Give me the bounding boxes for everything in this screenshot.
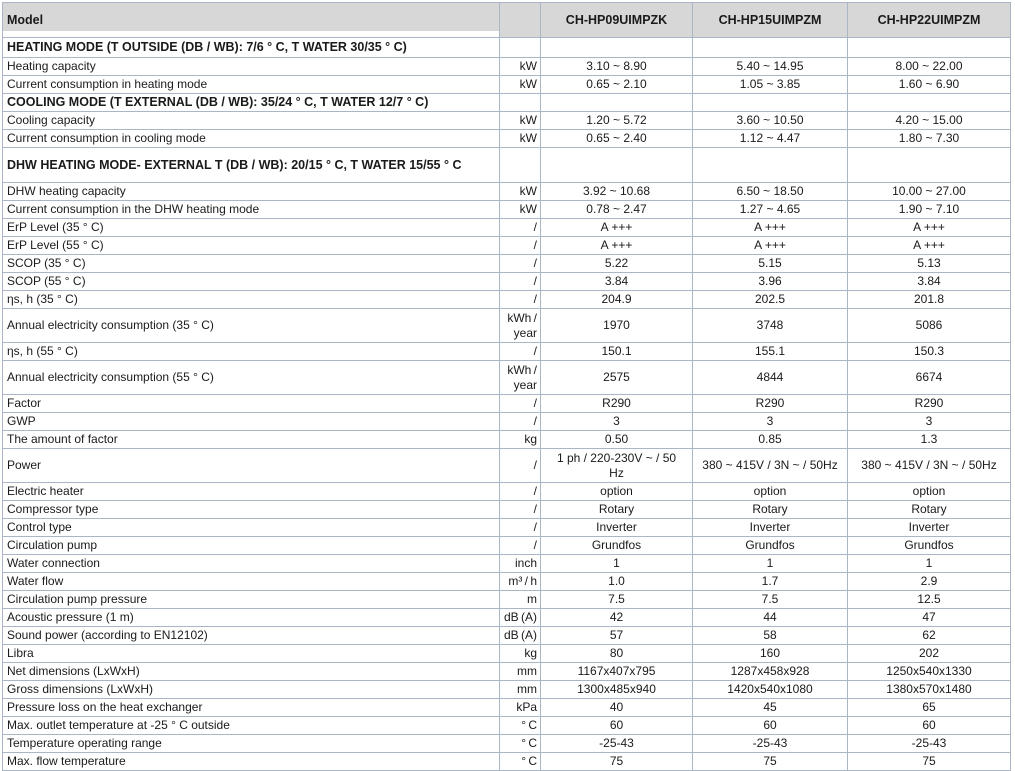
row-value: 5.40 ~ 14.95 (693, 58, 848, 76)
row-label: GWP (3, 413, 500, 431)
table-row (3, 591, 1011, 609)
row-value: 204.9 (541, 291, 693, 309)
row-value: 47 (848, 609, 1011, 627)
section-value-empty (541, 38, 693, 58)
row-value: 1300x485x940 (541, 681, 693, 699)
row-label: Factor (3, 395, 500, 413)
table-row (3, 395, 1011, 413)
header-row (3, 3, 1011, 38)
row-value: 3 (848, 413, 1011, 431)
row-label: ηs, h (55 ° C) (3, 343, 500, 361)
row-value: 40 (541, 699, 693, 717)
row-value: -25-43 (848, 735, 1011, 753)
row-value: 3.92 ~ 10.68 (541, 183, 693, 201)
section-value-empty (848, 148, 1011, 183)
row-value: 0.85 (693, 431, 848, 449)
section-label: HEATING MODE (T OUTSIDE (DB / WB): 7/6 ° C, T WATER 30/35 ° C) (3, 38, 500, 58)
row-unit: kW (500, 201, 541, 219)
row-label: Heating capacity (3, 58, 500, 76)
row-label: DHW heating capacity (3, 183, 500, 201)
row-value: 80 (541, 645, 693, 663)
row-value: 0.65 ~ 2.40 (541, 130, 693, 148)
row-unit: ° C (500, 717, 541, 735)
row-value: Inverter (693, 519, 848, 537)
row-value: 3.96 (693, 273, 848, 291)
table-row (3, 183, 1011, 201)
row-value: 1167x407x795 (541, 663, 693, 681)
row-value: 42 (541, 609, 693, 627)
row-value: 1420x540x1080 (693, 681, 848, 699)
row-value: R290 (541, 395, 693, 413)
table-row (3, 555, 1011, 573)
row-value: 65 (848, 699, 1011, 717)
row-value: 150.3 (848, 343, 1011, 361)
row-unit: inch (500, 555, 541, 573)
table-row (3, 255, 1011, 273)
row-label: Pressure loss on the heat exchanger (3, 699, 500, 717)
row-value: A +++ (693, 219, 848, 237)
row-label: SCOP (55 ° C) (3, 273, 500, 291)
row-value: 4844 (693, 361, 848, 395)
table-row (3, 501, 1011, 519)
row-value: 1.90 ~ 7.10 (848, 201, 1011, 219)
row-unit: / (500, 449, 541, 483)
row-unit: / (500, 537, 541, 555)
row-label: Libra (3, 645, 500, 663)
row-value: 75 (541, 753, 693, 771)
row-unit: kW (500, 130, 541, 148)
table-row (3, 201, 1011, 219)
table-row (3, 76, 1011, 94)
row-value: 60 (693, 717, 848, 735)
row-value: 2575 (541, 361, 693, 395)
row-value: 380 ~ 415V / 3N ~ / 50Hz (693, 449, 848, 483)
table-row (3, 573, 1011, 591)
row-value: 75 (848, 753, 1011, 771)
row-value: 1250x540x1330 (848, 663, 1011, 681)
row-unit: / (500, 291, 541, 309)
row-value: 1970 (541, 309, 693, 343)
row-label: Circulation pump (3, 537, 500, 555)
row-label: Cooling capacity (3, 112, 500, 130)
table-row (3, 273, 1011, 291)
row-unit: dB (A) (500, 627, 541, 645)
section-value-empty (693, 38, 848, 58)
row-value: 0.65 ~ 2.10 (541, 76, 693, 94)
row-unit: / (500, 395, 541, 413)
row-unit: / (500, 501, 541, 519)
row-value: Grundfos (693, 537, 848, 555)
row-unit: / (500, 343, 541, 361)
header-model-3: CH-HP22UIMPZM (848, 3, 1011, 38)
row-value: R290 (693, 395, 848, 413)
row-value: option (541, 483, 693, 501)
row-value: 0.78 ~ 2.47 (541, 201, 693, 219)
section-row (3, 148, 1011, 183)
row-label: Power (3, 449, 500, 483)
row-unit: kW (500, 183, 541, 201)
row-value: 1287x458x928 (693, 663, 848, 681)
section-row (3, 38, 1011, 58)
row-value: 1380x570x1480 (848, 681, 1011, 699)
row-label: Water flow (3, 573, 500, 591)
row-label: Water connection (3, 555, 500, 573)
row-label: Electric heater (3, 483, 500, 501)
row-unit: dB (A) (500, 609, 541, 627)
table-row (3, 413, 1011, 431)
row-label: ErP Level (55 ° C) (3, 237, 500, 255)
row-value: 1.0 (541, 573, 693, 591)
row-unit: mm (500, 681, 541, 699)
row-value: 6674 (848, 361, 1011, 395)
row-unit: m³ / h (500, 573, 541, 591)
row-value: 60 (848, 717, 1011, 735)
row-value: A +++ (848, 219, 1011, 237)
table-row (3, 519, 1011, 537)
table-row (3, 219, 1011, 237)
section-value-empty (848, 38, 1011, 58)
table-row (3, 58, 1011, 76)
row-label: Sound power (according to EN12102) (3, 627, 500, 645)
row-value: 3 (693, 413, 848, 431)
row-unit: kW (500, 58, 541, 76)
header-unit-spacer (500, 3, 541, 38)
row-value: 3.10 ~ 8.90 (541, 58, 693, 76)
row-value: 12.5 (848, 591, 1011, 609)
row-value: option (693, 483, 848, 501)
row-value: 5.13 (848, 255, 1011, 273)
row-label: Current consumption in cooling mode (3, 130, 500, 148)
spec-table (2, 2, 1011, 771)
table-row (3, 699, 1011, 717)
table-row (3, 449, 1011, 483)
row-label: Annual electricity consumption (35 ° C) (3, 309, 500, 343)
section-label: DHW HEATING MODE- EXTERNAL T (DB / WB): 20/15 ° C, T WATER 15/55 ° C (3, 148, 500, 183)
table-row (3, 237, 1011, 255)
row-value: 160 (693, 645, 848, 663)
header-model-1: CH-HP09UIMPZK (541, 3, 693, 38)
row-label: ErP Level (35 ° C) (3, 219, 500, 237)
row-value: 3.60 ~ 10.50 (693, 112, 848, 130)
row-label: The amount of factor (3, 431, 500, 449)
row-label: Compressor type (3, 501, 500, 519)
header-model-2: CH-HP15UIMPZM (693, 3, 848, 38)
row-value: 7.5 (541, 591, 693, 609)
section-row (3, 94, 1011, 112)
row-value: 202 (848, 645, 1011, 663)
row-value: 3748 (693, 309, 848, 343)
table-row (3, 681, 1011, 699)
row-value: Rotary (693, 501, 848, 519)
section-value-empty (693, 94, 848, 112)
row-value: Rotary (541, 501, 693, 519)
section-value-empty (693, 148, 848, 183)
row-value: 5.22 (541, 255, 693, 273)
row-value: 7.5 (693, 591, 848, 609)
table-row (3, 753, 1011, 771)
row-unit: kWh / year (500, 309, 541, 343)
row-value (541, 449, 693, 483)
table-row (3, 343, 1011, 361)
row-value: 1 (693, 555, 848, 573)
row-value: option (848, 483, 1011, 501)
row-value: R290 (848, 395, 1011, 413)
table-row (3, 627, 1011, 645)
row-value: 1.3 (848, 431, 1011, 449)
row-value: -25-43 (693, 735, 848, 753)
row-label: Current consumption in the DHW heating mode (3, 201, 500, 219)
row-value: 1.05 ~ 3.85 (693, 76, 848, 94)
row-value: 1.7 (693, 573, 848, 591)
table-row (3, 537, 1011, 555)
row-value: 1.27 ~ 4.65 (693, 201, 848, 219)
row-value: 201.8 (848, 291, 1011, 309)
row-value: 60 (541, 717, 693, 735)
row-unit: kWh / year (500, 361, 541, 395)
row-value: 5.15 (693, 255, 848, 273)
row-unit: kW (500, 112, 541, 130)
row-value: Grundfos (848, 537, 1011, 555)
row-value: -25-43 (541, 735, 693, 753)
row-value: A +++ (848, 237, 1011, 255)
section-value-empty (541, 94, 693, 112)
row-value: 5086 (848, 309, 1011, 343)
row-value: 1.20 ~ 5.72 (541, 112, 693, 130)
row-unit: ° C (500, 735, 541, 753)
row-label: Net dimensions (LxWxH) (3, 663, 500, 681)
section-value-empty (848, 94, 1011, 112)
row-value: A +++ (541, 219, 693, 237)
row-value: 10.00 ~ 27.00 (848, 183, 1011, 201)
row-value: 1.80 ~ 7.30 (848, 130, 1011, 148)
table-row (3, 735, 1011, 753)
row-value: 45 (693, 699, 848, 717)
row-value: 380 ~ 415V / 3N ~ / 50Hz (848, 449, 1011, 483)
section-unit-empty (500, 94, 541, 112)
table-row (3, 717, 1011, 735)
row-unit: ° C (500, 753, 541, 771)
row-value: 150.1 (541, 343, 693, 361)
table-row (3, 130, 1011, 148)
row-label: ηs, h (35 ° C) (3, 291, 500, 309)
row-value: 6.50 ~ 18.50 (693, 183, 848, 201)
row-value: 1.12 ~ 4.47 (693, 130, 848, 148)
row-label: Control type (3, 519, 500, 537)
row-unit: m (500, 591, 541, 609)
row-label: Acoustic pressure (1 m) (3, 609, 500, 627)
table-row (3, 431, 1011, 449)
row-value: Inverter (848, 519, 1011, 537)
row-value: 4.20 ~ 15.00 (848, 112, 1011, 130)
row-value: Inverter (541, 519, 693, 537)
row-value: 2.9 (848, 573, 1011, 591)
row-label: Annual electricity consumption (55 ° C) (3, 361, 500, 395)
row-unit: / (500, 255, 541, 273)
row-value: 3.84 (848, 273, 1011, 291)
row-unit: kPa (500, 699, 541, 717)
row-value: 3 (541, 413, 693, 431)
table-row (3, 663, 1011, 681)
row-label: Circulation pump pressure (3, 591, 500, 609)
table-row (3, 112, 1011, 130)
section-value-empty (541, 148, 693, 183)
row-label: Max. flow temperature (3, 753, 500, 771)
row-unit: / (500, 237, 541, 255)
row-value: 3.84 (541, 273, 693, 291)
row-unit: mm (500, 663, 541, 681)
table-row (3, 309, 1011, 343)
table-row (3, 483, 1011, 501)
row-value: 57 (541, 627, 693, 645)
header-model-label: Model (3, 3, 500, 38)
table-row (3, 609, 1011, 627)
row-value: 1 (541, 555, 693, 573)
table-row (3, 361, 1011, 395)
row-label: Max. outlet temperature at -25 ° C outside (3, 717, 500, 735)
row-label: Gross dimensions (LxWxH) (3, 681, 500, 699)
row-value: 155.1 (693, 343, 848, 361)
row-value: A +++ (541, 237, 693, 255)
row-unit: / (500, 519, 541, 537)
row-value: 8.00 ~ 22.00 (848, 58, 1011, 76)
row-value-text: 1 ph / 220-230V ~ / 50 Hz (556, 451, 677, 480)
row-unit: / (500, 273, 541, 291)
row-unit: kg (500, 645, 541, 663)
row-value: A +++ (693, 237, 848, 255)
table-row (3, 291, 1011, 309)
row-label: Current consumption in heating mode (3, 76, 500, 94)
table-row (3, 645, 1011, 663)
section-unit-empty (500, 148, 541, 183)
row-value: 1 (848, 555, 1011, 573)
row-label: Temperature operating range (3, 735, 500, 753)
row-unit: kW (500, 76, 541, 94)
row-value: 75 (693, 753, 848, 771)
row-value: 0.50 (541, 431, 693, 449)
row-value: 1.60 ~ 6.90 (848, 76, 1011, 94)
row-unit: / (500, 219, 541, 237)
row-value: Rotary (848, 501, 1011, 519)
section-unit-empty (500, 38, 541, 58)
row-unit: / (500, 483, 541, 501)
row-value: 44 (693, 609, 848, 627)
row-value: 202.5 (693, 291, 848, 309)
row-value: Grundfos (541, 537, 693, 555)
row-unit: / (500, 413, 541, 431)
section-label: COOLING MODE (T EXTERNAL (DB / WB): 35/24 ° C, T WATER 12/7 ° C) (3, 94, 500, 112)
row-value: 62 (848, 627, 1011, 645)
row-label: SCOP (35 ° C) (3, 255, 500, 273)
row-unit: kg (500, 431, 541, 449)
row-value: 58 (693, 627, 848, 645)
